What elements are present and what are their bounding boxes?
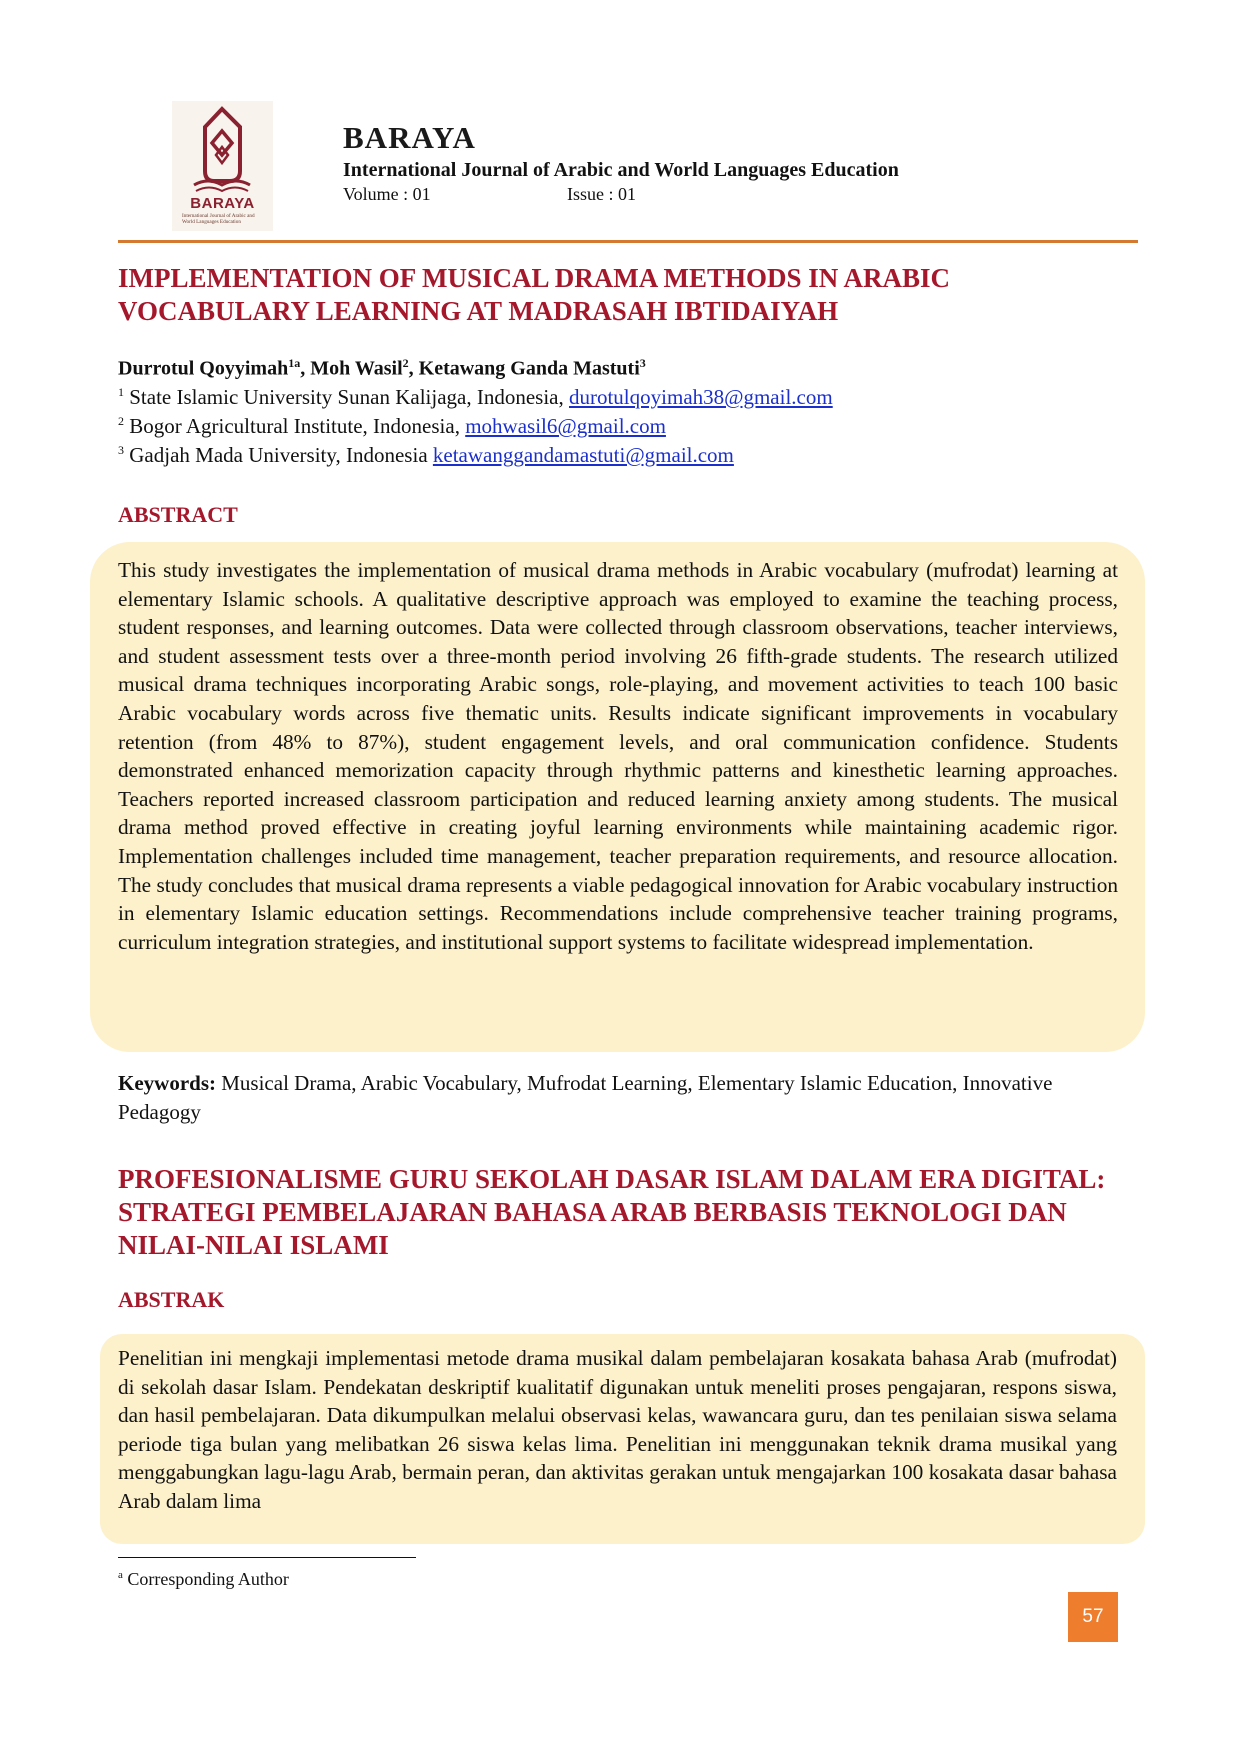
page-number: 57 bbox=[1068, 1592, 1118, 1642]
keywords-text: Musical Drama, Arabic Vocabulary, Mufrodat Learning, Elementary Islamic Education, Innovative Pedagogy bbox=[118, 1071, 1053, 1124]
header-divider bbox=[118, 240, 1138, 243]
baraya-emblem-icon bbox=[172, 101, 273, 197]
author-superscript: 1a bbox=[288, 356, 301, 370]
abstrak-panel bbox=[100, 1334, 1145, 1544]
affiliation-2 bbox=[118, 414, 666, 439]
footnote-marker: a bbox=[118, 1569, 123, 1581]
author-superscript: 3 bbox=[639, 356, 646, 370]
email-link[interactable]: durotulqoyimah38@gmail.com bbox=[568, 385, 833, 409]
logo-subtitle: International Journal of Arabic and World Languages Education bbox=[182, 213, 255, 225]
abstrak-text: Penelitian ini mengkaji implementasi metode drama musikal dalam pembelajaran kosakata bahasa Arab (mufrodat) di sekolah dasar Islam. Pendekatan deskriptif kualitatif digunakan untuk meneliti proses pengajaran, respons siswa, dan hasil pembelajaran. Data dikumpulkan melalui observasi kelas, wawancara guru, dan tes penilaian siswa selama periode tiga bulan yang melibatkan 26 siswa kelas lima. Penelitian ini menggunakan teknik drama musikal yang menggabungkan lagu-lagu Arab, bermain peran, dan aktivitas gerakan untuk mengajarkan 100 kosakata dasar bahasa Arab dalam lima bbox=[118, 1346, 1117, 1513]
affiliation-3 bbox=[118, 443, 734, 468]
footnote-text: Corresponding Author bbox=[127, 1569, 289, 1589]
author-name: Moh Wasil bbox=[310, 357, 403, 380]
author-list: Durrotul Qoyyimah$^{1a}$, Moh Wasil$^2$, Ketawang Ganda Mastuti$^3$ bbox=[118, 356, 646, 380]
footnote bbox=[118, 1569, 289, 1590]
journal-subtitle: International Journal of Arabic and World Languages Education bbox=[343, 159, 899, 181]
keywords bbox=[118, 1069, 1138, 1127]
affiliation-number: 3 bbox=[118, 443, 124, 457]
author-name: Ketawang Ganda Mastuti bbox=[418, 357, 640, 380]
affiliation-number: 2 bbox=[118, 414, 124, 428]
author-name: Durrotul Qoyyimah bbox=[118, 357, 289, 380]
affiliation-text: Bogor Agricultural Institute, Indonesia, bbox=[129, 414, 460, 438]
abstrak-heading: ABSTRAK bbox=[118, 1287, 225, 1312]
affiliation-text: Gadjah Mada University, Indonesia bbox=[129, 443, 428, 467]
journal-name: BARAYA bbox=[343, 120, 476, 155]
affiliation-1 bbox=[118, 385, 833, 410]
keywords-label: Keywords: bbox=[118, 1071, 216, 1095]
email-link[interactable]: mohwasil6@gmail.com bbox=[465, 414, 666, 438]
journal-logo bbox=[172, 101, 273, 231]
author-superscript: 2 bbox=[402, 356, 409, 370]
abstract-heading: ABSTRACT bbox=[118, 502, 238, 527]
abstract-text: This study investigates the implementation of musical drama methods in Arabic vocabulary (mufrodat) learning at elementary Islamic schools. A qualitative descriptive approach was employed to examine the teaching process, student responses, and learning outcomes. Data were collected through classroom observations, teacher interviews, and student assessment tests over a three-month period involving 26 fifth-grade students. The research utilized musical drama techniques incorporating Arabic songs, role-playing, and movement activities to teach 100 basic Arabic vocabulary words across five thematic units. Results indicate significant improvements in vocabulary retention (from 48% to 87%), student engagement levels, and oral communication confidence. Students demonstrated enhanced memorization capacity through rhythmic patterns and kinesthetic learning approaches. Teachers reported increased classroom participation and reduced learning anxiety among students. The musical drama method proved effective in creating joyful learning environments while maintaining academic rigor. Implementation challenges included time management, teacher preparation requirements, and resource allocation. The study concludes that musical drama represents a viable pedagogical innovation for Arabic vocabulary instruction in elementary Islamic education settings. Recommendations include comprehensive teacher training programs, curriculum integration strategies, and institutional support systems to facilitate widespread implementation. bbox=[118, 558, 1118, 954]
affiliation-number: 1 bbox=[118, 385, 124, 399]
article-title-english: IMPLEMENTATION OF MUSICAL DRAMA METHODS IN ARABIC VOCABULARY LEARNING AT MADRASAH IBTIDAIYAH bbox=[118, 263, 951, 326]
issue-label: Issue : 01 bbox=[567, 184, 636, 204]
affiliation-text: State Islamic University Sunan Kalijaga, Indonesia, bbox=[129, 385, 564, 409]
email-link[interactable]: ketawanggandamastuti@gmail.com bbox=[432, 443, 734, 467]
footnote-divider bbox=[118, 1557, 416, 1558]
logo-wordmark: BARAYA bbox=[190, 195, 255, 212]
volume-label: Volume : 01 bbox=[343, 184, 431, 204]
article-title-indonesian: PROFESIONALISME GURU SEKOLAH DASAR ISLAM DALAM ERA DIGITAL: STRATEGI PEMBELAJARAN BAHASA ARAB BERBASIS TEKNOLOGI DAN NILAI-NILAI ISLAMI bbox=[118, 1164, 1106, 1260]
